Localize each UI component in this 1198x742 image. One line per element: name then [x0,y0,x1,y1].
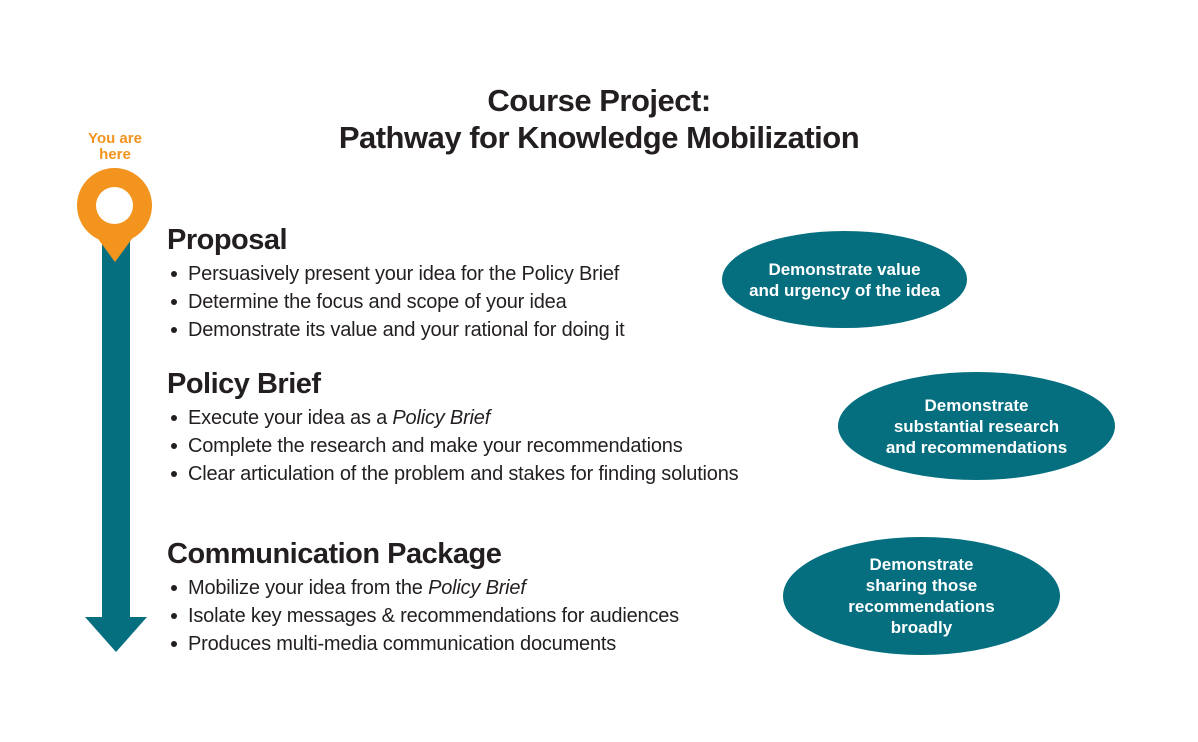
pathway-arrow-shaft [102,228,130,617]
page-title-line1: Course Project: [487,83,711,118]
bullet-item [167,404,887,432]
section-communication-package [167,536,887,658]
page-title-line2: Pathway for Knowledge Mobilization [338,120,860,155]
page-title [0,82,1198,156]
bullet-dot [171,641,177,647]
bullet-dot [171,327,177,333]
bullet-text: Mobilize your idea from the Policy Brief [188,577,526,599]
bullet-item [167,460,887,488]
bullet-text: Produces multi-media communication documents [188,633,617,655]
bullet-dot [171,299,177,305]
callout-ellipse-proposal [722,231,967,328]
bullet-dot [171,271,177,277]
bullet-dot [171,471,177,477]
bullet-dot [171,613,177,619]
callout-line: sharing those [865,576,978,595]
callout-line: broadly [890,618,953,637]
section-policy-brief [167,366,887,488]
bullet-item [167,432,887,460]
bullet-text: Persuasively present your idea for the Policy Brief [188,263,620,285]
map-pin-hole [96,187,133,224]
bullet-text: Isolate key messages & recommendations for audiences [188,605,679,627]
bullet-text: Demonstrate its value and your rational for doing it [188,319,625,341]
bullet-item [167,574,887,602]
callout-ellipse-policy-brief [838,372,1115,480]
bullet-text: Execute your idea as a Policy Brief [188,407,491,429]
callout-line: Demonstrate [924,395,1029,415]
section-heading: Communication Package [167,538,502,570]
bullet-dot [171,585,177,591]
section-heading: Proposal [167,224,288,256]
down-arrow-icon [85,617,147,652]
callout-line: recommendations [848,597,995,616]
callout-line: and recommendations [885,437,1068,457]
callout-line: Demonstrate [869,555,974,574]
bullet-list [167,404,887,488]
bullet-dot [171,415,177,421]
you-are-here-line1: You are [88,130,142,147]
callout-line: and urgency of the idea [749,280,940,300]
callout-ellipse-communication [783,537,1060,655]
bullet-text: Complete the research and make your recommendations [188,435,683,457]
map-pin-icon [77,168,152,243]
you-are-here-label [72,131,158,163]
bullet-text: Clear articulation of the problem and stakes for finding solutions [188,463,739,485]
bullet-dot [171,443,177,449]
you-are-here-line2: here [99,146,131,163]
bullet-item [167,630,887,658]
bullet-item [167,602,887,630]
bullet-text: Determine the focus and scope of your idea [188,291,567,313]
callout-line: Demonstrate value [768,259,921,279]
callout-line: substantial research [893,416,1060,436]
section-heading: Policy Brief [167,368,321,400]
bullet-list [167,574,887,658]
